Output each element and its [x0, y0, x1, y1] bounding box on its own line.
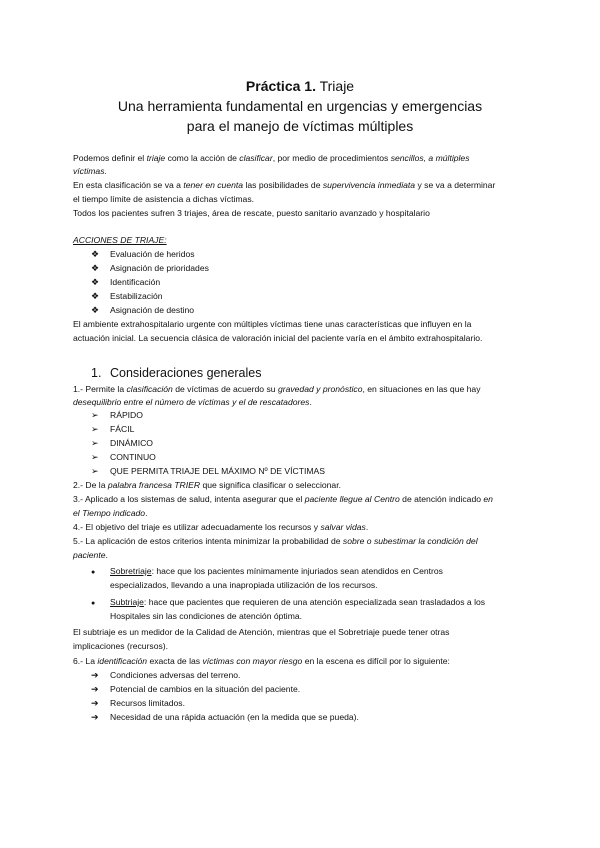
- section-heading: Consideraciones generales: [110, 366, 262, 380]
- subtriaje-line-2: Hospitales sin las condiciones de atención óptima.: [110, 611, 303, 621]
- acciones-heading: ACCIONES DE TRIAJE:: [73, 235, 167, 245]
- dot-bullet-icon: ●: [91, 600, 96, 607]
- intro-line-4: el tiempo límite de asistencia a dichas víctimas.: [73, 194, 255, 204]
- diamond-bullet-icon: ❖: [91, 249, 100, 259]
- diamond-bullet-icon: ❖: [91, 277, 100, 287]
- arrowhead-bullet-icon: ➢: [91, 466, 99, 476]
- point-4: 4.- El objetivo del triaje es utilizar adecuadamente los recursos y salvar vidas.: [73, 522, 369, 532]
- reason-item: Potencial de cambios en la situación del paciente.: [110, 684, 301, 694]
- dot-bullet-icon: ●: [91, 569, 96, 576]
- acciones-item: Asignación de destino: [110, 305, 195, 315]
- intro-line-1: Podemos definir el triaje como la acción de clasificar, por medio de procedimientos sencillos, a múltiples: [73, 153, 470, 163]
- page-subtitle-line-1: Una herramienta fundamental en urgencias y emergencias: [117, 98, 483, 114]
- arrowhead-bullet-icon: ➢: [91, 424, 99, 434]
- calidad-line-2: implicaciones (recursos).: [73, 641, 169, 651]
- acciones-paragraph-line-2: actuación inicial. La secuencia clásica de valoración inicial del paciente varía en el ámbito extrahospitalario.: [73, 333, 483, 343]
- right-arrow-icon: ➔: [91, 712, 99, 722]
- intro-line-3: En esta clasificación se va a tener en cuenta las posibilidades de supervivencia inmediata y se va a determinar: [73, 180, 496, 190]
- right-arrow-icon: ➔: [91, 670, 99, 680]
- acciones-item: Estabilización: [110, 291, 163, 301]
- point-5-line-1: 5.- La aplicación de estos criterios intenta minimizar la probabilidad de sobre o subestimar la condición del: [73, 536, 478, 546]
- section-number: 1.: [91, 366, 102, 380]
- reason-item: Recursos limitados.: [110, 698, 185, 708]
- arrowhead-bullet-icon: ➢: [91, 438, 99, 448]
- sobretriaje-line-1: Sobretriaje: hace que los pacientes mínimamente injuriados sean atendidos en Centros: [110, 566, 443, 576]
- page-subtitle-line-2: para el manejo de víctimas múltiples: [186, 118, 414, 134]
- right-arrow-icon: ➔: [91, 698, 99, 708]
- calidad-line-1: El subtriaje es un medidor de la Calidad de Atención, mientras que el Sobretriaje puede tener otras: [73, 627, 450, 637]
- right-arrow-icon: ➔: [91, 684, 99, 694]
- point-5-line-2: paciente.: [73, 550, 108, 560]
- arrowhead-bullet-icon: ➢: [91, 452, 99, 462]
- acciones-paragraph-line-1: El ambiente extrahospitalario urgente con múltiples víctimas tiene unas características que influyen en la: [73, 319, 472, 329]
- point-1-line-2: desequilibrio entre el número de víctimas y el de rescatadores.: [73, 397, 312, 407]
- sobretriaje-line-2: especializados, llevando a una inapropiada utilización de los recursos.: [110, 580, 378, 590]
- intro-line-2: víctimas.: [73, 166, 107, 176]
- characteristic-item: RÁPIDO: [110, 410, 143, 420]
- diamond-bullet-icon: ❖: [91, 305, 100, 315]
- diamond-bullet-icon: ❖: [91, 291, 100, 301]
- point-2: 2.- De la palabra francesa TRIER que significa clasificar o seleccionar.: [73, 480, 341, 490]
- point-3-line-1: 3.- Aplicado a los sistemas de salud, intenta asegurar que el paciente llegue al Centro de atención indicado en: [73, 494, 493, 504]
- acciones-item: Evaluación de heridos: [110, 249, 195, 259]
- point-6: 6.- La identificación exacta de las víctimas con mayor riesgo en la escena es difícil por lo siguiente:: [73, 656, 450, 666]
- acciones-item: Asignación de prioridades: [110, 263, 209, 273]
- point-3-line-2: el Tiempo indicado.: [73, 508, 148, 518]
- characteristic-item: QUE PERMITA TRIAJE DEL MÁXIMO Nº DE VÍCTIMAS: [110, 466, 325, 476]
- characteristic-item: FÁCIL: [110, 424, 135, 434]
- subtriaje-line-1: Subtriaje: hace que pacientes que requieren de una atención especializada sean trasladados a los: [110, 597, 486, 607]
- reason-item: Necesidad de una rápida actuación (en la medida que se pueda).: [110, 712, 359, 722]
- characteristic-item: DINÁMICO: [110, 438, 153, 448]
- intro-line-5: Todos los pacientes sufren 3 triajes, área de rescate, puesto sanitario avanzado y hospitalario: [73, 208, 430, 218]
- arrowhead-bullet-icon: ➢: [91, 410, 99, 420]
- point-1-line-1: 1.- Permite la clasificación de víctimas de acuerdo su gravedad y pronóstico, en situaciones en las que hay: [73, 384, 481, 394]
- reason-item: Condiciones adversas del terreno.: [110, 670, 241, 680]
- acciones-item: Identificación: [110, 277, 161, 287]
- characteristic-item: CONTINUO: [110, 452, 156, 462]
- page-title: Práctica 1. Triaje: [245, 78, 355, 94]
- diamond-bullet-icon: ❖: [91, 263, 100, 273]
